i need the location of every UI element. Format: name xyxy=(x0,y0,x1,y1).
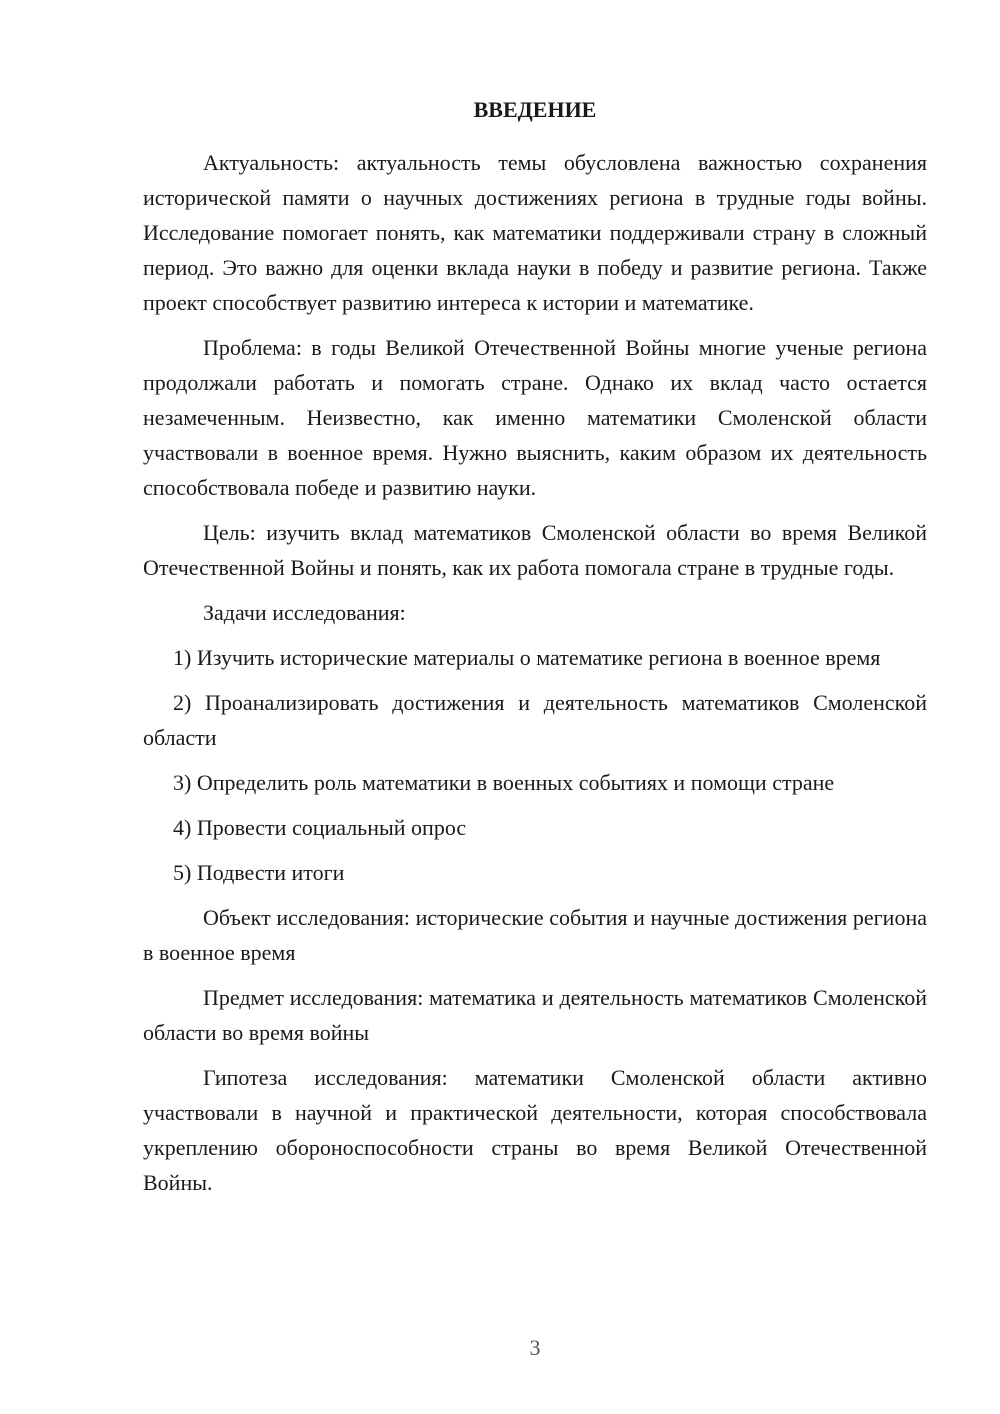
task-item: 2) Проанализировать достижения и деятельность математиков Смоленской области xyxy=(143,690,927,750)
task-item: 1) Изучить исторические материалы о математике региона в военное время xyxy=(173,645,881,670)
object-paragraph: Объект исследования: исторические события и научные достижения региона в военное время xyxy=(143,905,927,965)
task-item: 5) Подвести итоги xyxy=(173,860,345,885)
goal-paragraph: Цель: изучить вклад математиков Смоленской области во время Великой Отечественной Войны и понять, как их работа помогала стране в трудные годы. xyxy=(143,520,927,580)
relevance-paragraph: Актуальность: актуальность темы обусловлена важностью сохранения исторической памяти о научных достижениях региона в трудные годы войны. Исследование помогает понять, как математики поддерживали страну в сложный период. Это важно для оценки вклада науки в победу и развитие региона. Также проект способствует развитию интереса к истории и математике. xyxy=(143,150,927,315)
document-page xyxy=(143,92,927,1210)
tasks-label: Задачи исследования: xyxy=(203,600,406,625)
hypothesis-paragraph: Гипотеза исследования: математики Смоленской области активно участвовали в научной и практической деятельности, которая способствовала укреплению обороноспособности страны во время Великой Отечественной Войны. xyxy=(143,1065,927,1195)
page-number: 3 xyxy=(529,1335,541,1360)
task-item: 4) Провести социальный опрос xyxy=(173,815,467,840)
task-item: 3) Определить роль математики в военных событиях и помощи стране xyxy=(173,770,835,795)
subject-paragraph: Предмет исследования: математика и деятельность математиков Смоленской области во время войны xyxy=(143,985,927,1045)
problem-paragraph: Проблема: в годы Великой Отечественной Войны многие ученые региона продолжали работать и помогать стране. Однако их вклад часто остается незамеченным. Неизвестно, как именно математики Смоленской области участвовали в военное время. Нужно выяснить, каким образом их деятельность способствовала победе и развитию науки. xyxy=(143,335,927,500)
page-title: ВВЕДЕНИЕ xyxy=(473,97,597,122)
